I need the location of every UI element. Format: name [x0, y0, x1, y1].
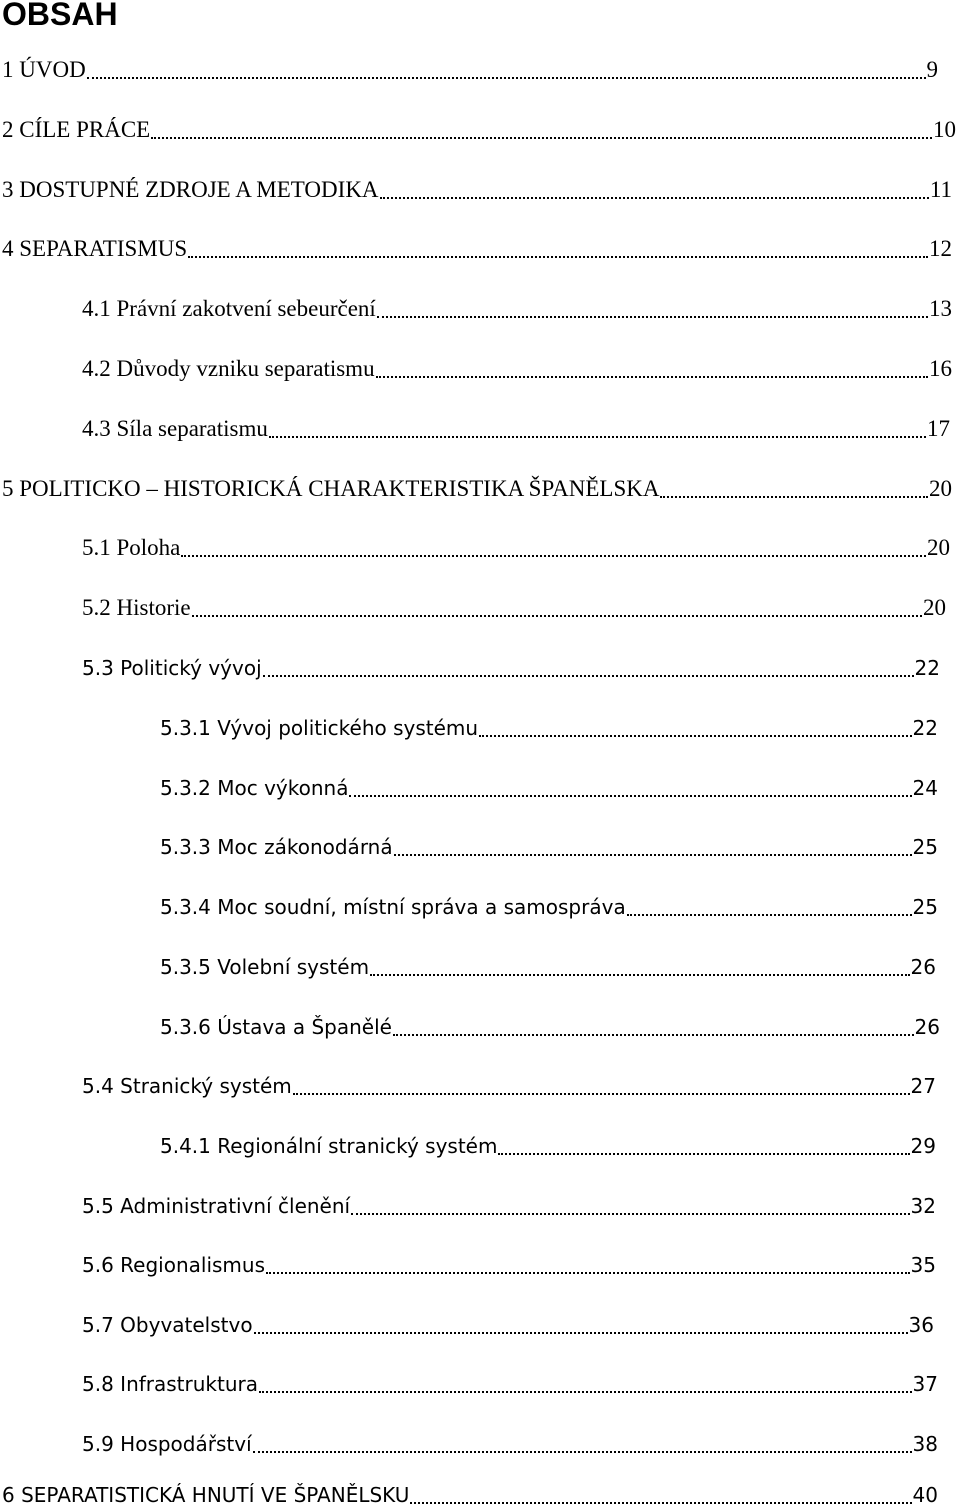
toc-entry-label: 5.2 Historie	[82, 595, 191, 620]
toc-entry-label: 5.3.6 Ústava a Španělé	[160, 1015, 392, 1039]
toc-entry-12[interactable]	[160, 712, 938, 742]
toc-entry-page: 32	[910, 1194, 936, 1218]
dot-leader	[151, 136, 932, 139]
toc-entry-page: 25	[912, 835, 938, 859]
toc-entry-label: 5.1 Poloha	[82, 535, 181, 560]
dot-leader	[410, 1501, 911, 1504]
dot-leader	[393, 1033, 914, 1036]
dot-leader	[181, 554, 926, 557]
dot-leader	[87, 76, 926, 79]
toc-entry-page: 11	[929, 177, 952, 202]
toc-entry-label: 4.1 Právní zakotvení sebeurčení	[82, 296, 376, 321]
toc-entry-label: 3 DOSTUPNÉ ZDROJE A METODIKA	[2, 177, 379, 202]
toc-entry-15[interactable]	[160, 891, 938, 921]
toc-entry-3[interactable]	[2, 174, 952, 204]
toc-entry-label: 5.3.4 Moc soudní, místní správa a samospráva	[160, 895, 626, 919]
dot-leader	[293, 1092, 910, 1095]
toc-entry-page: 38	[912, 1432, 938, 1456]
toc-entry-18[interactable]	[82, 1070, 936, 1100]
toc-entry-22[interactable]	[82, 1309, 934, 1339]
dot-leader	[253, 1450, 912, 1453]
toc-entry-label: 6 SEPARATISTICKÁ HNUTÍ VE ŠPANĚLSKU	[2, 1483, 410, 1507]
dot-leader	[269, 435, 926, 438]
toc-entry-page: 40	[912, 1483, 938, 1507]
toc-entry-label: 5.3.1 Vývoj politického systému	[160, 716, 479, 740]
toc-entry-page: 29	[910, 1134, 936, 1158]
toc-entry-page: 26	[914, 1015, 940, 1039]
toc-entry-21[interactable]	[82, 1249, 936, 1279]
toc-entry-page: 22	[914, 656, 940, 680]
toc-entry-17[interactable]	[160, 1011, 940, 1041]
toc-entry-page: 24	[912, 776, 938, 800]
toc-entry-label: 5.3.3 Moc zákonodárná	[160, 835, 393, 859]
toc-entry-8[interactable]	[2, 473, 952, 503]
dot-leader	[192, 614, 922, 617]
toc-entry-label: 5.3 Politický vývoj	[82, 656, 262, 680]
toc-entry-page: 35	[910, 1253, 936, 1277]
toc-entry-7[interactable]	[82, 413, 950, 443]
toc-entry-1[interactable]	[2, 54, 938, 84]
toc-entry-page: 9	[926, 57, 938, 82]
toc-entry-page: 36	[908, 1313, 934, 1337]
toc-entry-page: 20	[929, 476, 952, 501]
toc-entry-label: 5.7 Obyvatelstvo	[82, 1313, 253, 1337]
toc-entry-14[interactable]	[160, 831, 938, 861]
dot-leader	[188, 255, 928, 258]
toc-entry-label: 5 POLITICKO – HISTORICKÁ CHARAKTERISTIKA ŠPANĚLSKA	[2, 476, 660, 501]
dot-leader	[627, 913, 912, 916]
toc-entry-page: 37	[912, 1372, 938, 1396]
toc-entry-13[interactable]	[160, 772, 938, 802]
toc-entry-24[interactable]	[82, 1428, 938, 1458]
toc-entry-page: 10	[933, 117, 956, 142]
dot-leader	[266, 1271, 910, 1274]
toc-entry-page: 16	[929, 356, 952, 381]
toc-entry-label: 5.3.5 Volební systém	[160, 955, 370, 979]
toc-entry-label: 4.2 Důvody vzniku separatismu	[82, 356, 375, 381]
toc-entry-10[interactable]	[82, 592, 946, 622]
toc-entry-11[interactable]	[82, 652, 940, 682]
toc-entry-page: 27	[910, 1074, 936, 1098]
toc-entry-label: 5.3.2 Moc výkonná	[160, 776, 349, 800]
toc-entry-label: 2 CÍLE PRÁCE	[2, 117, 151, 142]
toc-entry-23[interactable]	[82, 1368, 938, 1398]
toc-entry-19[interactable]	[160, 1130, 936, 1160]
toc-entry-label: 4 SEPARATISMUS	[2, 236, 188, 261]
dot-leader	[351, 1212, 909, 1215]
toc-entry-page: 20	[923, 595, 946, 620]
toc-entry-16[interactable]	[160, 951, 936, 981]
dot-leader	[660, 495, 928, 498]
toc-entry-5[interactable]	[82, 293, 952, 323]
toc-entry-page: 20	[927, 535, 950, 560]
dot-leader	[370, 973, 909, 976]
dot-leader	[479, 734, 911, 737]
toc-entry-20[interactable]	[82, 1190, 936, 1220]
toc-entry-9[interactable]	[82, 532, 950, 562]
toc-entry-page: 12	[929, 236, 952, 261]
toc-entry-label: 5.4.1 Regionální stranický systém	[160, 1134, 498, 1158]
dot-leader	[254, 1331, 908, 1334]
dot-leader	[259, 1390, 912, 1393]
toc-entry-label: 4.3 Síla separatismu	[82, 416, 268, 441]
toc-entry-label: 5.9 Hospodářství	[82, 1432, 252, 1456]
toc-entry-4[interactable]	[2, 233, 952, 263]
toc-entry-6[interactable]	[82, 353, 952, 383]
toc-entry-page: 17	[927, 416, 950, 441]
toc-entry-2[interactable]	[2, 114, 956, 144]
toc-entry-page: 25	[912, 895, 938, 919]
dot-leader	[377, 315, 928, 318]
toc-entry-label: 5.6 Regionalismus	[82, 1253, 265, 1277]
toc-entry-25[interactable]	[2, 1479, 938, 1509]
toc-heading: OBSAH	[2, 0, 118, 32]
toc-entry-label: 1 ÚVOD	[2, 57, 86, 82]
toc-entry-label: 5.5 Administrativní členění	[82, 1194, 351, 1218]
dot-leader	[349, 794, 911, 797]
dot-leader	[498, 1152, 909, 1155]
toc-entry-page: 26	[910, 955, 936, 979]
dot-leader	[380, 196, 929, 199]
toc-entry-label: 5.8 Infrastruktura	[82, 1372, 258, 1396]
dot-leader	[394, 853, 912, 856]
dot-leader	[376, 375, 928, 378]
toc-entry-page: 22	[912, 716, 938, 740]
toc-entry-label: 5.4 Stranický systém	[82, 1074, 292, 1098]
toc-entry-page: 13	[929, 296, 952, 321]
dot-leader	[263, 674, 914, 677]
